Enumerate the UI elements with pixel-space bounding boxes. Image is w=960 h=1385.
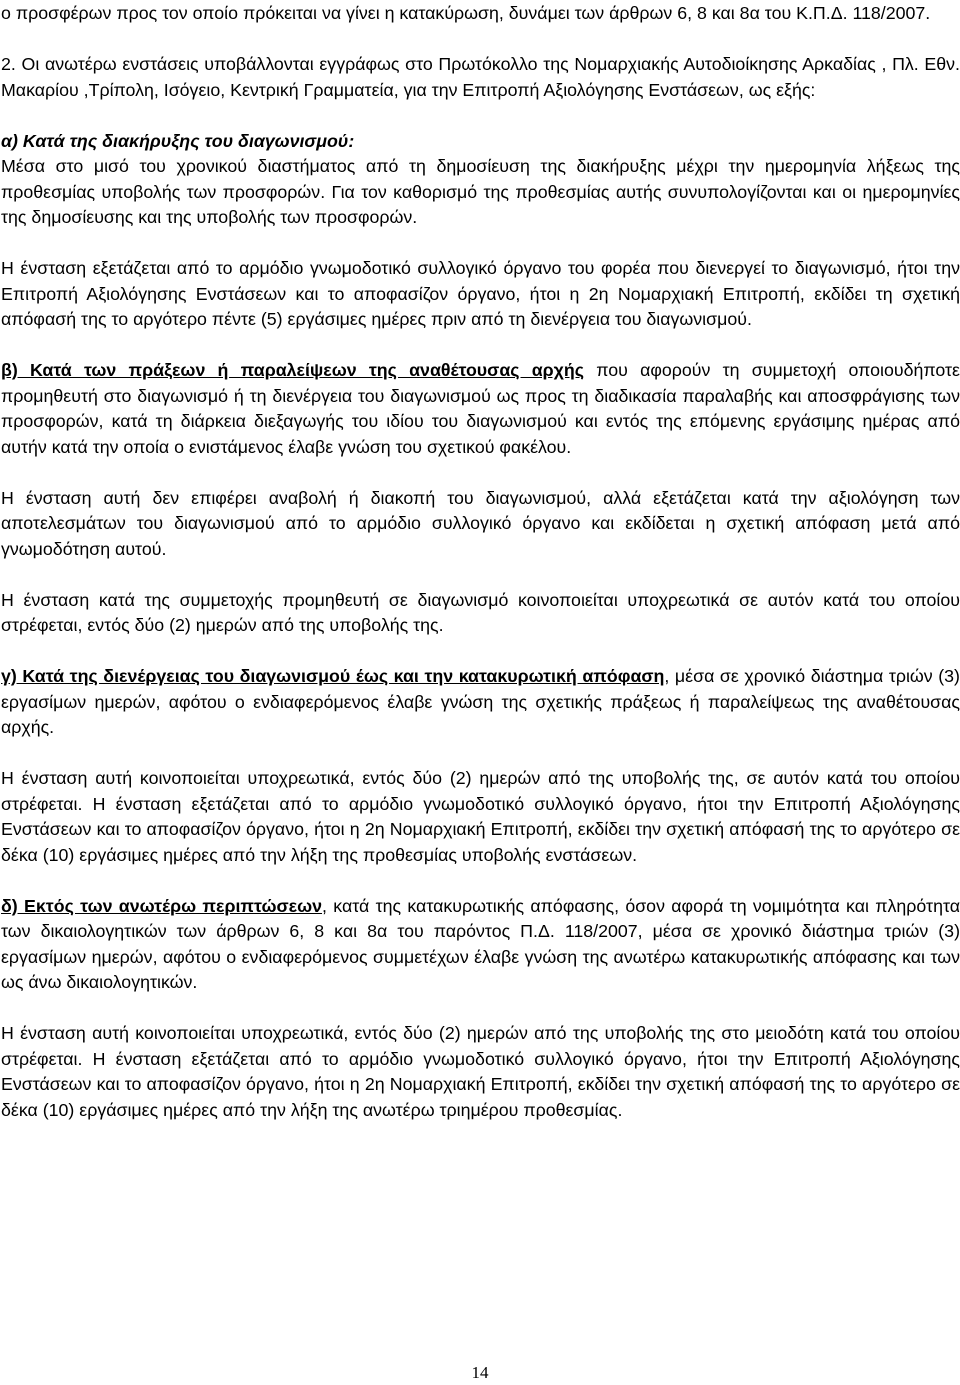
paragraph-text: Η ένσταση εξετάζεται από το αρμόδιο γνωμοδοτικό συλλογικό όργανο του φορέα που διενεργεί το διαγωνισμό, ήτοι την Επιτροπή Αξιολόγησης Ενστάσεων και το αποφασίζον όργανο, ήτοι η 2η Νομαρχιακή Επιτροπή, εκδίδει τη σχετική απόφασή της το αργότερο πέντε (5) εργάσιμες ημέρες πριν από τη διενέργεια του διαγωνισμού. xyxy=(1,258,960,329)
section-b-heading: β) Κατά των πράξεων ή παραλείψεων της αναθέτουσας αρχής xyxy=(1,360,584,380)
section-c-heading: γ) Κατά της διενέργειας του διαγωνισμού έως και την κατακυρωτική απόφαση xyxy=(1,666,665,686)
paragraph-b-no-postponement xyxy=(1,486,960,563)
paragraph-text: Η ένσταση αυτή δεν επιφέρει αναβολή ή διακοπή του διαγωνισμού, αλλά εξετάζεται κατά την αξιολόγηση των αποτελεσμάτων του διαγωνισμού από το αρμόδιο συλλογικό όργανο και εκδίδεται η σχετική απόφαση μετά από γνωμοδότηση αυτού. xyxy=(1,487,960,559)
paragraph-a-examination xyxy=(1,256,960,333)
paragraph-d xyxy=(1,894,960,996)
paragraph-c-examination xyxy=(1,766,960,868)
paragraph-b-notification xyxy=(1,588,960,639)
paragraph-text: 2. Οι ανωτέρω ενστάσεις υποβάλλονται εγγράφως στο Πρωτόκολλο της Νομαρχιακής Αυτοδιοίκησης Αρκαδίας , Πλ. Εθν. Μακαρίου ,Τρίπολη, Ισόγειο, Κεντρική Γραμματεία, για την Επιτροπή Αξιολόγησης Ενστάσεων, ως εξής: xyxy=(1,54,960,100)
paragraph-c xyxy=(1,664,960,741)
page-number: 14 xyxy=(471,1363,489,1382)
paragraph-d-examination xyxy=(1,1021,960,1123)
section-a-heading: α) Κατά της διακήρυξης του διαγωνισμού: xyxy=(1,130,355,151)
paragraph-text: , μέσα σε χρονικό διάστημα τριών (3) εργασίμων ημερών, αφότου ο ενδιαφερόμενος έλαβε γνώση της σχετικής πράξεως ή παραλείψεως της αναθέτουσας αρχής. xyxy=(1,666,960,737)
paragraph-text: Η ένσταση κατά της συμμετοχής προμηθευτή σε διαγωνισμό κοινοποιείται υποχρεωτικά σε αυτόν κατά του οποίου στρέφεται, εντός δύο (2) ημερών από της υποβολής της. xyxy=(1,589,960,635)
section-d-heading: δ) Εκτός των ανωτέρω περιπτώσεων xyxy=(1,895,323,916)
paragraph-a-heading xyxy=(1,129,960,231)
paragraph-text: Η ένσταση αυτή κοινοποιείται υποχρεωτικά, εντός δύο (2) ημερών από της υποβολής της, σε αυτόν κατά του οποίου στρέφεται. Η ένσταση εξετάζεται από το αρμόδιο γνωμοδοτικό συλλογικό όργανο, ήτοι την Επιτροπή Αξιολόγησης Ενστάσεων και το αποφασίζον όργανο, ήτοι η 2η Νομαρχιακή Επιτροπή, εκδίδει την σχετική απόφασή της το αργότερο σε δέκα (10) εργάσιμες ημέρες από την λήξη της προθεσμίας υποβολής ενστάσεων. xyxy=(1,768,960,865)
paragraph-submission xyxy=(1,52,960,103)
paragraph-text: Μέσα στο μισό του χρονικού διαστήματος από τη δημοσίευση της διακήρυξης μέχρι την ημερομηνία λήξεως της προθεσμίας υποβολής των προσφορών. Για τον καθορισμό της προθεσμίας αυτής συνυπολογίζονται και οι ημερομηνίες της δημοσίευσης και της υποβολής των προσφορών. xyxy=(1,156,960,227)
paragraph-b xyxy=(1,358,960,460)
paragraph-text: ο προσφέρων προς τον οποίο πρόκειται να γίνει η κατακύρωση, δυνάμει των άρθρων 6, 8 και 8α του Κ.Π.Δ. 118/2007. xyxy=(1,3,931,23)
paragraph-text: που αφορούν τη συμμετοχή οποιουδήποτε προμηθευτή στο διαγωνισμό ή τη διενέργεια του διαγωνισμού ως προς τη διαδικασία παραλαβής και αποσφράγισης των προσφορών, κατά τη διάρκεια διεξαγωγής του ιδίου του διαγωνισμού και εντός της επόμενης εργάσιμης ημέρας από αυτήν κατά την οποία ο ενιστάμενος έλαβε γνώση του σχετικού φακέλου. xyxy=(1,360,960,457)
paragraph-text: Η ένσταση αυτή κοινοποιείται υποχρεωτικά, εντός δύο (2) ημερών από της υποβολής της στο μειοδότη κατά του οποίου στρέφεται. Η ένσταση εξετάζεται από το αρμόδιο γνωμοδοτικό συλλογικό όργανο, ήτοι την Επιτροπή Αξιολόγησης Ενστάσεων και το αποφασίζον όργανο, ήτοι η 2η Νομαρχιακή Επιτροπή, εκδίδει την σχετική απόφασή της το αργότερο σε δέκα (10) εργάσιμες ημέρες από την λήξη της ανωτέρω τριημέρου προθεσμίας. xyxy=(1,1023,960,1120)
paragraph-intro-continuation xyxy=(1,1,960,27)
paragraph-text: , κατά της κατακυρωτικής απόφασης, όσον αφορά τη νομιμότητα και πληρότητα των δικαιολογητικών των άρθρων 6, 8 και 8α του παρόντος Π.Δ. 118/2007, μέσα σε χρονικό διάστημα τριών (3) εργασίμων ημερών, αφότου ο ενδιαφερόμενος συμμετέχων έλαβε γνώση της ανωτέρω κατακυρωτικής απόφασης και των ως άνω δικαιολογητικών. xyxy=(1,895,960,992)
